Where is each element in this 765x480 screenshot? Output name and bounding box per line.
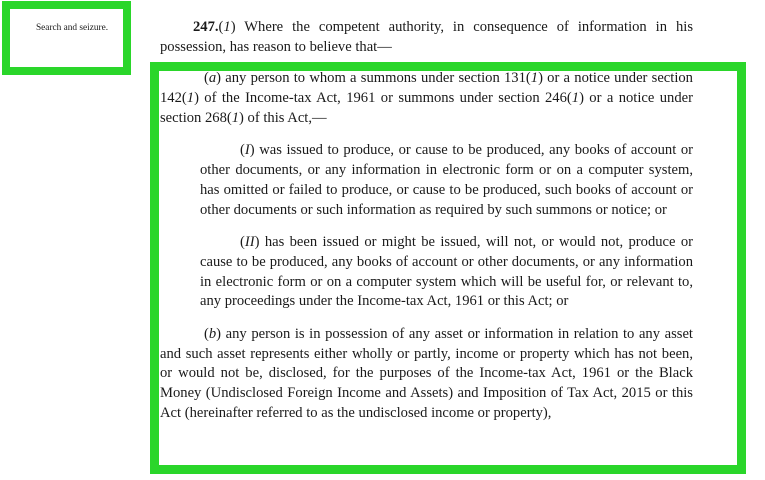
sidenote-text: Search and seizure.	[36, 23, 109, 33]
subsection-1-paragraph	[160, 18, 693, 57]
clause-a-label: a	[208, 70, 217, 87]
clause-ii-label-close: )	[254, 234, 260, 251]
clause-b-label-open: (	[204, 325, 209, 342]
clause-roman-ii-paragraph	[160, 233, 693, 312]
clause-ii-label-open: (	[240, 234, 245, 251]
clause-a-label-open: (	[204, 70, 209, 87]
sidenote-highlight-box	[2, 1, 131, 75]
marginal-sidenote	[36, 22, 122, 35]
clause-b-text: any person is in possession of any asset or information in relation to any asset and such asset represents either wholly or partly, income or property which has not been, or would not be, disclosed, for the purposes of the Income-tax Act, 1961 or the Black Money (Undisclosed Foreign Income and Assets) and Imposition of Tax Act, 2015 or this Act (hereinafter referred to as the undisclosed income or property),	[160, 325, 693, 421]
clause-a-label-close: )	[216, 70, 222, 87]
clause-a-text-1: any person to whom a summons under section 131(	[221, 70, 531, 87]
clause-b-paragraph	[160, 325, 693, 423]
clause-a-num-1: 1	[530, 70, 539, 87]
subsection-label-open: (	[218, 19, 224, 35]
clause-ii-label: II	[244, 234, 255, 251]
clause-i-label-close: )	[249, 142, 255, 159]
clause-a-text-4: ) or a notice under section 268(	[160, 90, 693, 126]
subsection-label-number: 1	[223, 19, 231, 35]
subsection-label-close: )	[230, 19, 236, 35]
clause-a-text-3: ) of the Income-tax Act, 1961 or summons under section 246(	[194, 90, 572, 107]
clause-roman-i-paragraph	[160, 141, 693, 220]
clause-i-label-open: (	[240, 142, 245, 159]
section-number: 247	[193, 19, 215, 35]
clause-i-label: I	[244, 142, 250, 159]
clause-a-text-5: ) of this Act,—	[239, 109, 327, 126]
clause-a-paragraph	[160, 69, 693, 128]
clause-a-text-2: ) or a notice under section 142(	[160, 70, 693, 107]
clause-ii-text: has been issued or might be issued, will not, or would not, produce or cause to be produced, any books of account or other documents, or any information in electronic form or on a computer system which will be useful for, or relevant to, any proceedings under the Income-tax Act, 1961 or this Act; or	[200, 234, 693, 310]
clause-a-num-2: 1	[186, 90, 195, 107]
clause-a-num-4: 1	[231, 109, 240, 126]
clause-i-text: was issued to produce, or cause to be produced, any books of account or other documents, or any information in electronic form or on a computer system, has omitted or failed to produce, or cause to be produced, such books of account or other documents or such information as required by such summons or notice; or	[200, 142, 693, 218]
clause-a-num-3: 1	[571, 90, 580, 107]
clause-b-label: b	[208, 325, 217, 342]
subsection-1-text: Where the competent authority, in consequence of information in his possession, has reason to believe that—	[160, 19, 693, 55]
clause-b-label-close: )	[216, 325, 222, 342]
section-number-period: .	[214, 19, 219, 35]
body-text-column	[160, 18, 693, 423]
